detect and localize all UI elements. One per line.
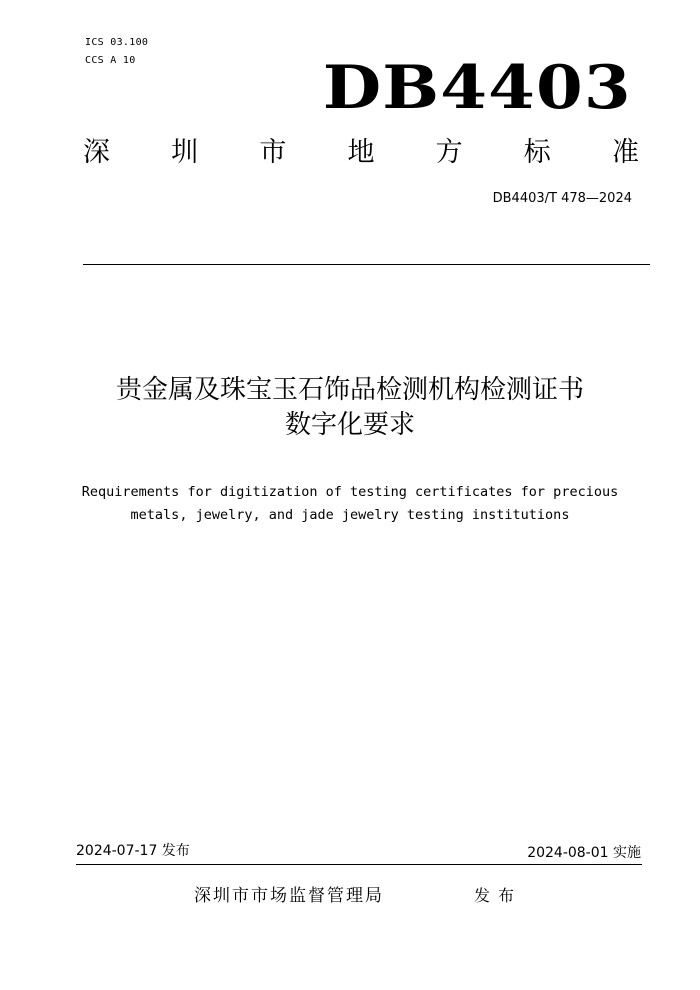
standard-type-heading: [83, 136, 639, 170]
implementation-date: 2024-08-01 实施: [527, 845, 641, 861]
standard-type-char: 标: [523, 137, 551, 168]
chinese-title-line: 贵金属及珠宝玉石饰品检测机构检测证书: [115, 375, 584, 405]
header-divider: [83, 264, 650, 265]
chinese-title-line: 数字化要求: [284, 410, 415, 440]
ics-code: ICS 03.100: [85, 37, 149, 48]
standard-number: DB4403/T 478—2024: [492, 191, 632, 206]
standard-type-char: 圳: [171, 137, 199, 168]
db-code-mark: DB4403: [323, 53, 632, 123]
ccs-code: CCS A 10: [85, 55, 136, 66]
issue-label: 发布: [474, 886, 523, 905]
footer-divider: [76, 864, 642, 865]
standard-type-char: 市: [259, 137, 287, 168]
issue-date: 2024-07-17 发布: [76, 843, 190, 859]
english-title-line: metals, jewelry, and jade jewelry testing institutions: [130, 507, 570, 523]
standard-type-char: 深: [83, 137, 110, 168]
standard-type-char: 准: [611, 137, 639, 168]
english-title-line: Requirements for digitization of testing certificates for precious: [81, 484, 619, 500]
chinese-title: [40, 373, 660, 443]
issuing-authority: 深圳市市场监督管理局: [194, 886, 384, 906]
english-title: [40, 481, 660, 527]
standard-type-char: 方: [435, 137, 463, 168]
standard-type-char: 地: [347, 137, 375, 168]
